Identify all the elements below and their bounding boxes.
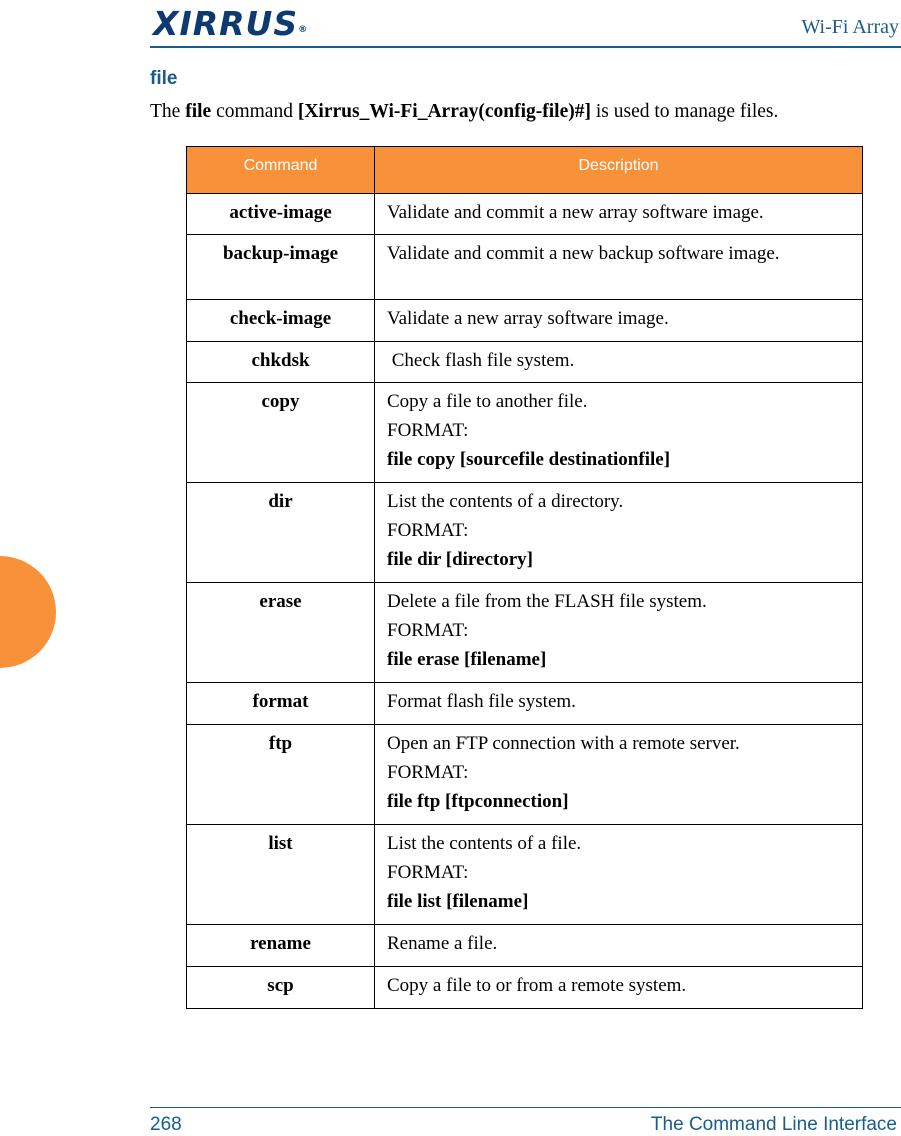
command-name: dir [187, 483, 375, 583]
xirrus-logo: XIRRUS® [153, 4, 309, 43]
table-row [187, 925, 863, 967]
command-name: copy [187, 383, 375, 483]
table-row [187, 967, 863, 1009]
header-title: Wi-Fi Array [801, 16, 899, 38]
footer-section-title: The Command Line Interface [650, 1114, 897, 1135]
intro-paragraph: The file command [Xirrus_Wi-Fi_Array(config-file)#] is used to manage files. [150, 101, 779, 122]
command-description: Validate a new array software image. [375, 300, 863, 342]
page-number: 268 [150, 1114, 182, 1135]
command-description: Rename a file. [375, 925, 863, 967]
table-row [187, 383, 863, 483]
command-description: Validate and commit a new backup software image. [375, 235, 863, 300]
command-name: scp [187, 967, 375, 1009]
command-description: List the contents of a file. FORMAT: file list [filename] [375, 825, 863, 925]
table-row [187, 683, 863, 725]
command-name: backup-image [187, 235, 375, 300]
table-row [187, 194, 863, 235]
table-row [187, 342, 863, 383]
command-description: Copy a file to another file. FORMAT: file copy [sourcefile destinationfile] [375, 383, 863, 483]
command-description: Copy a file to or from a remote system. [375, 967, 863, 1009]
command-name: ftp [187, 725, 375, 825]
column-header-description: Description [375, 147, 863, 194]
table-row [187, 300, 863, 342]
table-row [187, 825, 863, 925]
command-name: list [187, 825, 375, 925]
command-name: erase [187, 583, 375, 683]
header-divider [150, 46, 901, 48]
command-name: active-image [187, 194, 375, 235]
command-description: Validate and commit a new array software image. [375, 194, 863, 235]
command-name: rename [187, 925, 375, 967]
section-title: file [150, 68, 178, 89]
command-name: format [187, 683, 375, 725]
footer-divider [150, 1107, 901, 1108]
command-name: check-image [187, 300, 375, 342]
table-row [187, 725, 863, 825]
table-row [187, 483, 863, 583]
command-description: Check flash file system. [375, 342, 863, 383]
table-row [187, 235, 863, 300]
command-description: Format flash file system. [375, 683, 863, 725]
chapter-tab-marker [0, 556, 56, 668]
command-description: List the contents of a directory. FORMAT: file dir [directory] [375, 483, 863, 583]
table-row [187, 583, 863, 683]
command-description: Open an FTP connection with a remote server. FORMAT: file ftp [ftpconnection] [375, 725, 863, 825]
table-header-row [187, 147, 863, 194]
command-table [186, 146, 863, 1009]
command-description: Delete a file from the FLASH file system. FORMAT: file erase [filename] [375, 583, 863, 683]
column-header-command: Command [187, 147, 375, 194]
command-name: chkdsk [187, 342, 375, 383]
